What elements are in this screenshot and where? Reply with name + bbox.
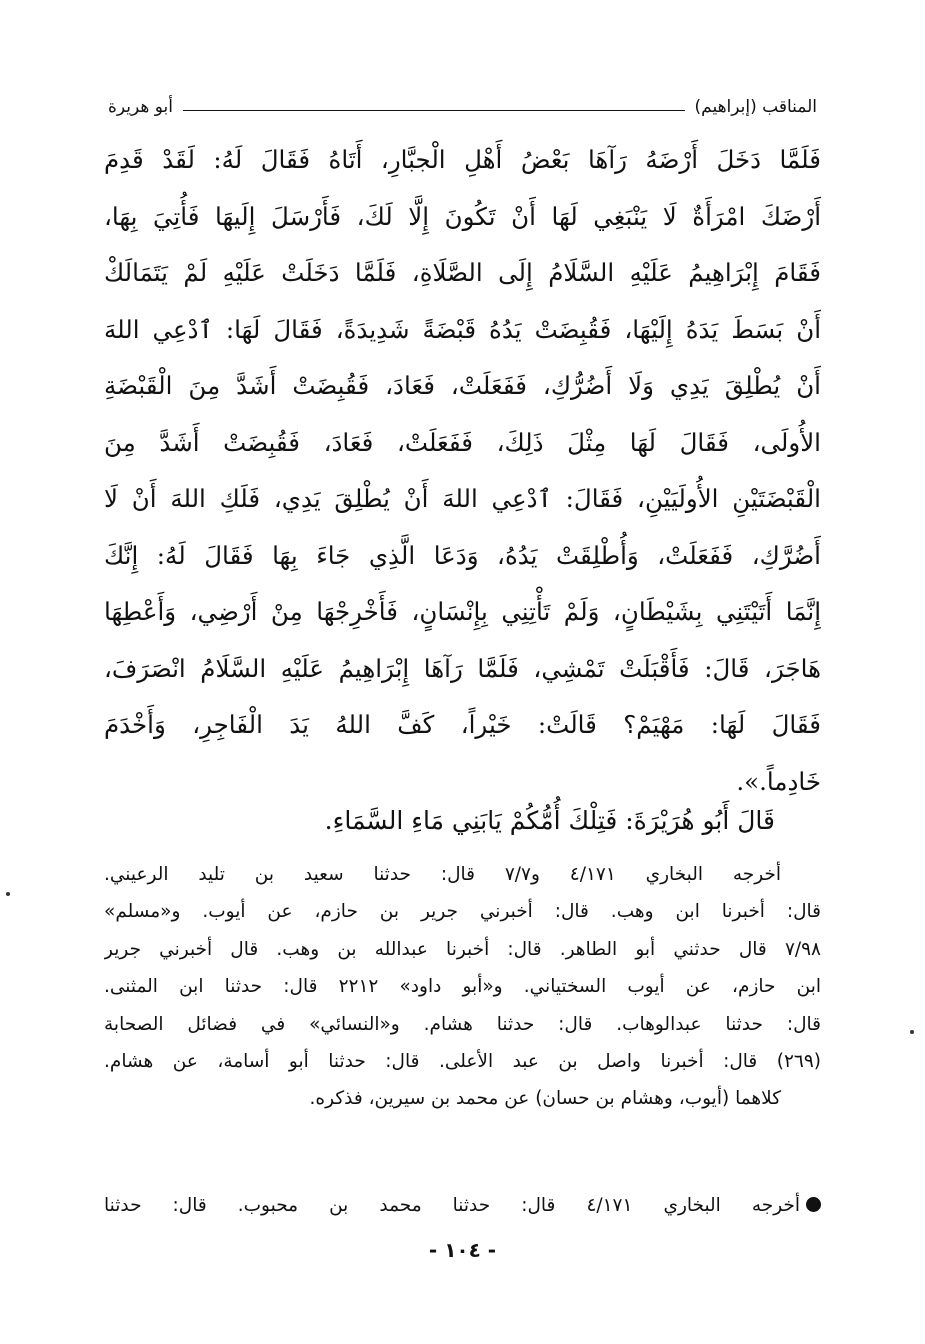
scan-speck <box>6 892 10 896</box>
note-line: ابن حازم، عن أيوب السختياني. و«أبو داود» ٢٢١٢ قال: حدثنا ابن المثنى. <box>104 976 821 998</box>
hadith-line: الأُولَى، فَقَالَ لَهَا مِثْلَ ذَلِكَ، فَفَعَلَتْ، فَعَادَ، فَقُبِضَتْ أَشَدَّ مِنَ <box>104 427 821 457</box>
note-line: قال: حدثنا عبدالوهاب. قال: حدثنا هشام. و«النسائي» في فضائل الصحابة <box>104 1013 821 1035</box>
hadith-line: فَقَامَ إِبْرَاهِيمُ عَلَيْهِ السَّلَامُ إِلَى الصَّلَاةِ، فَلَمَّا دَخَلَتْ عَلَيْهِ لَمْ يَتَمَالَكْ <box>104 258 821 287</box>
header-narrator: أبو هريرة <box>108 97 174 117</box>
hadith-line: أَرْضَكَ امْرَأَةٌ لَا يَنْبَغِي لَهَا أَنْ تَكُونَ إِلَّا لَكَ، فَأَرْسَلَ إِلَيهَا فَأُتِيَ بِهَا، <box>104 201 821 231</box>
header-section-title: المناقب (إبراهيم) <box>694 97 817 117</box>
hadith-line: هَاجَرَ، قَالَ: فَأَقْبَلَتْ تَمْشِي، فَلَمَّا رَآهَا إِبْرَاهِيمُ عَلَيْهِ السَّلَامُ انْصَرَفَ، <box>104 653 821 683</box>
narrator-quote: قَالَ أَبُو هُرَيْرَةَ: فَتِلْكَ أُمُّكُمْ يَابَنِي مَاءِ السَّمَاءِ. <box>324 806 775 835</box>
page-number: - ١٠٤ - <box>428 1238 497 1262</box>
second-note-text: أخرجه البخاري ٤/١٧١ قال: حدثنا محمد بن محبوب. قال: حدثنا <box>104 1195 800 1216</box>
hadith-line: فَلَمَّا دَخَلَ أَرْضَهُ رَآهَا بَعْضُ أَهْلِ الْجبَّارِ، أَتَاهُ فَقَالَ لَهُ: لَقَدْ قَدِمَ <box>104 145 821 174</box>
note-line: كلاهما (أيوب، وهشام بن حسان) عن محمد بن سيرين، فذكره. <box>309 1088 781 1110</box>
second-takhrij-note <box>104 1187 821 1224</box>
note-line: ٧/٩٨ قال حدثني أبو الطاهر. قال: أخبرنا عبدالله بن وهب. قال أخبرني جرير <box>104 938 821 960</box>
note-line: أخرجه البخاري ٤/١٧١ و٧/٧ قال: حدثنا سعيد بن تليد الرعيني. <box>104 864 781 885</box>
hadith-line: أَنْ يُطْلِقَ يَدِي وَلَا أَضُرُّكِ، فَفَعَلَتْ، فَعَادَ، فَقُبِضَتْ أَشَدَّ مِنَ الْقَبْضَةِ <box>104 371 821 400</box>
hadith-line: خَادِماً.». <box>736 766 821 796</box>
takhrij-notes <box>104 856 821 1118</box>
hadith-line: أَنْ بَسَطَ يَدَهُ إِلَيْهَا، فَقُبِضَتْ يَدُهُ قَبْضَةً شَدِيدَةً، فَقَالَ لَهَا: ٱدْعِي اللهَ <box>104 314 821 344</box>
bullet-icon <box>806 1197 821 1212</box>
header-rule <box>183 110 684 111</box>
note-line: (٢٦٩) قال: أخبرنا واصل بن عبد الأعلى. قال: حدثنا أبو أسامة، عن هشام. <box>104 1051 821 1073</box>
hadith-line: إِنَّمَا أَتَيْتَنِي بِشَيْطَانٍ، وَلَمْ تَأْتِنِي بِإِنْسَانٍ، فَأَخْرِجْهَا مِنْ أَرْضِي، وَأَعْطِهَا <box>104 597 821 626</box>
running-header <box>108 92 817 122</box>
hadith-line: أَضُرَّكِ، فَفَعَلَتْ، وَأُطْلِقَتْ يَدُهُ، وَدَعَا الَّذِي جَاءَ بِهَا فَقَالَ لَهُ: إِنَّكَ <box>104 540 821 570</box>
hadith-text <box>104 132 821 810</box>
hadith-line: الْقَبْضَتَيْنِ الأُولَيَيْنِ، فَقَالَ: ٱدْعِي اللهَ أَنْ يُطْلِقَ يَدِي، فَلَكِ اللهَ أَنْ لَا <box>104 484 821 513</box>
hadith-line: فَقَالَ لَهَا: مَهْيَمْ؟ قَالَتْ: خَيْراً، كَفَّ اللهُ يَدَ الْفَاجِرِ، وَأَخْدَمَ <box>104 710 821 739</box>
note-line: قال: أخبرنا ابن وهب. قال: أخبرني جرير بن حازم، عن أيوب. و«مسلم» <box>104 901 821 923</box>
scan-speck <box>910 1030 914 1034</box>
